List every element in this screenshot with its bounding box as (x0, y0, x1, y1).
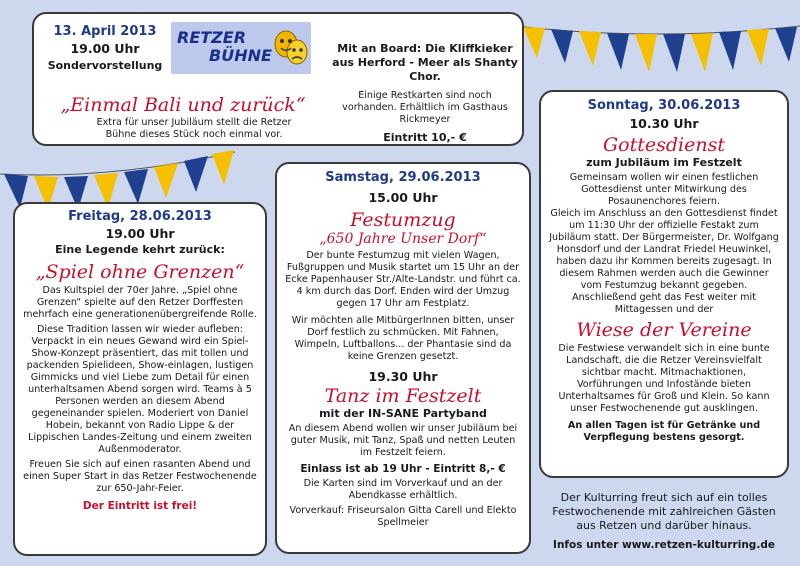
sunday-date: Sonntag, 30.06.2013 (587, 98, 741, 113)
footer-text: Der Kulturring freut sich auf ein tolles Festwochenende mit zahlreichen Gästen aus Retzen und darüber hinaus. (552, 491, 776, 532)
saturday-entry: Einlass ist ab 19 Uhr - Eintritt 8,- € (300, 463, 506, 475)
saturday-dance-info: An diesem Abend wollen wir unser Jubiläum bei guter Musik, mit Tanz, Spaß und netten Leuten im Festzelt feiern. (288, 423, 518, 458)
sunday-time: 10.30 Uhr (629, 116, 699, 131)
saturday-time: 15.00 Uhr (368, 190, 438, 205)
friday-time: 19.00 Uhr (105, 226, 175, 241)
event-ticket-info: Einige Restkarten sind noch vorhanden. Erhältlich im Gasthaus Rickmeyer (342, 90, 508, 125)
event-price: Eintritt 10,- € (383, 131, 467, 144)
friday-description: Diese Tradition lassen wir wieder aufleben: Verpackt in ein neues Gewand wird ein Spiel-Show-Konzept präsentiert, das mit tollen und packenden Spielideen, Show-einlagen, lustigen Gimmicks und viel Liebe zum Detail für einen unterhaltsamen Abend sorgen wird. Teams à 5 Personen werden an diesem Abend gegeneinander spielen. Moderiert von Daniel Hobein, bekannt von Radio Lippe & der Lippischen Landes-Zeitung und einem zweiten Außenmoderator. (26, 324, 254, 455)
logo-line-2: BÜHNE (209, 46, 272, 65)
friday-date: Freitag, 28.06.2013 (68, 209, 212, 224)
event-date: 13. April 2013 (53, 24, 157, 39)
saturday-band: mit der IN-SANE Partyband (319, 407, 487, 420)
saturday-title: Festumzug (350, 209, 456, 231)
sunday-catering-note: An allen Tagen ist für Getränke und Verpflegung bestens gesorgt. (567, 420, 761, 443)
saturday-decoration-info: Wir möchten alle MitbürgerInnen bitten, unser Dorf festlich zu schmücken. Mit Fahnen, Wimpeln, Luftballons... der Phantasie sind da keine Grenzen gesetzt. (291, 315, 515, 362)
logo-line-1: RETZER (177, 28, 247, 47)
saturday-tickets: Die Karten sind im Vorverkauf und an der Abendkasse erhältlich. (303, 478, 503, 501)
saturday-date: Samstag, 29.06.2013 (325, 170, 481, 185)
friday-free-entry: Der Eintritt ist frei! (82, 500, 198, 512)
saturday-subtitle: „650 Jahre Unser Dorf“ (319, 231, 487, 247)
footer-link[interactable]: Infos unter www.retzen-kulturring.de (553, 539, 775, 551)
event-card-sunday (539, 90, 789, 478)
event-card-friday (13, 202, 267, 556)
saturday-dance-title: Tanz im Festzelt (324, 385, 482, 407)
friday-intro: Das Kultspiel der 70er Jahre. „Spiel ohne Grenzen“ spielte auf den Retzer Dorffesten mehrfach eine generationenübergreifende Rolle. (23, 285, 257, 320)
bunting-top-right (515, 0, 800, 90)
event-subtitle: Sondervorstellung (47, 59, 163, 72)
friday-subtitle: Eine Legende kehrt zurück: (55, 243, 225, 256)
sunday-service-info: Gemeinsam wollen wir einen festlichen Gottesdienst unter Mitwirkung des Posaunenchores feiern. (569, 172, 759, 207)
footer (541, 491, 787, 552)
friday-title: „Spiel ohne Grenzen“ (35, 261, 245, 283)
saturday-presale: Vorverkauf: Friseursalon Gitta Carell und Elekto Spellmeier (289, 505, 517, 528)
event-description: Extra für unser Jubiläum stellt die Retzer Bühne dieses Stück noch einmal vor. (96, 117, 292, 140)
retzer-buehne-logo (171, 22, 311, 74)
april-left-column (42, 24, 168, 72)
friday-closing: Freuen Sie sich auf einen rasanten Abend und einen Super Start in das Retzer Festwochenende zur 650-Jahr-Feier. (23, 459, 257, 494)
theatre-masks-icon (273, 28, 309, 68)
sunday-ceremony-info: Gleich im Anschluss an den Gottesdienst findet um 11:30 Uhr der offizielle Festakt zum Jubiläum statt. Der Bürgermeister, Dr. Wolfgang Honsdorf und der Landrat Friedel Heuwinkel, haben dazu ihr Kommen bereits zugesagt. In diesem Rahmen werden auch die Gewinner vom Festumzug bekannt gegeben. Anschließend geht das Fest weiter mit Mittagessen und der (549, 208, 779, 315)
sunday-meadow-info: Die Festwiese verwandelt sich in eine bunte Landschaft, die die Retzer Vereinsvielfalt sichtbar macht. Mitmachaktionen, Vorführungen und Infostände bieten Unterhaltsames für Groß und Klein. So kann unser Festwochenende gut ausklingen. (558, 343, 770, 414)
saturday-evening-time: 19.30 Uhr (368, 369, 438, 384)
april-right-column (332, 42, 518, 145)
saturday-parade-info: Der bunte Festumzug mit vielen Wagen, Fußgruppen und Musik startet um 15 Uhr an der Ecke Papenhauser Str./Alte-Landstr. und führt ca. 4 km durch das Dorf. Enden wird der Umzug gegen 17 Uhr am Festplatz. (285, 250, 521, 309)
sunday-subtitle: zum Jubiläum im Festzelt (586, 156, 742, 169)
sunday-title-2: Wiese der Vereine (576, 319, 752, 341)
sunday-title: Gottesdienst (603, 134, 725, 156)
event-card-saturday (275, 162, 531, 554)
event-guest-heading: Mit an Board: Die Kliffkieker aus Herford - Meer als Shanty Chor. (332, 42, 518, 83)
event-time: 19.00 Uhr (70, 41, 140, 56)
event-title: „Einmal Bali und zurück“ (60, 94, 306, 116)
event-card-april (32, 12, 524, 146)
